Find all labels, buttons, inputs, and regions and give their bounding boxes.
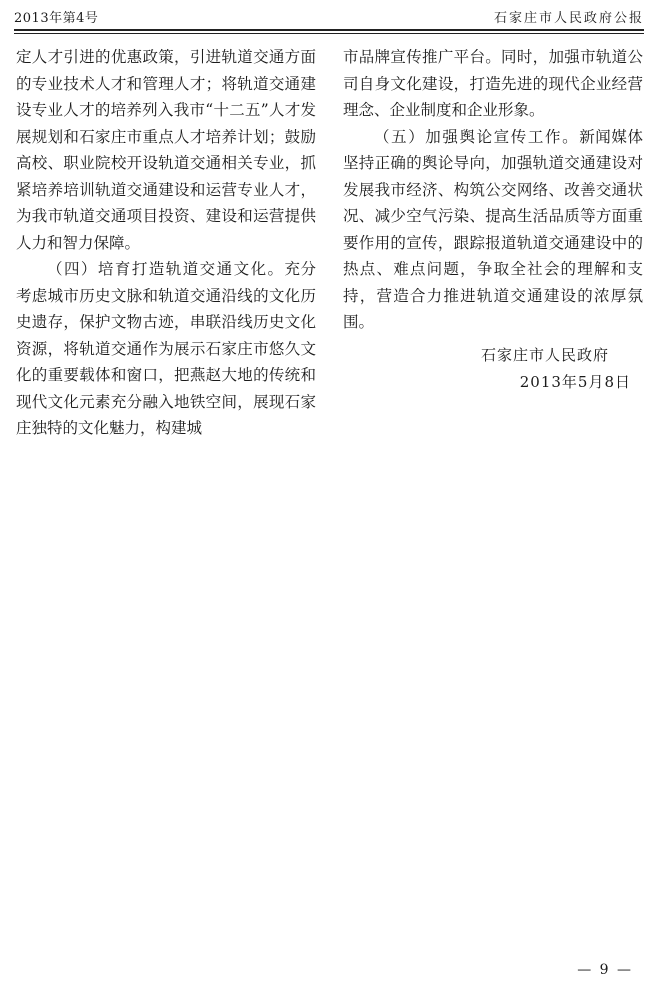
continued-paragraph-right: 市品牌宣传推广平台。同时，加强市轨道公司自身文化建设，打造先进的现代企业经营理念、企业制度和企业形象。 <box>343 48 643 119</box>
section-4-heading: （四）培育打造轨道交通文化。 <box>47 260 285 278</box>
section-5-paragraph <box>343 124 643 336</box>
header-rule-thin <box>14 33 644 34</box>
signature-block <box>343 342 631 396</box>
running-header <box>14 6 644 28</box>
publication-title: 石家庄市人民政府公报 <box>493 11 644 26</box>
issue-label: 2013年第4号 <box>14 11 99 26</box>
signature-date: 2013年5月8日 <box>519 373 631 391</box>
section-5-body: 新闻媒体坚持正确的舆论导向，加强轨道交通建设对发展我市经济、构筑公交网络、改善交通状况、减少空气污染、提高生活品质等方面重要作用的宣传，跟踪报道轨道交通建设中的热点、难点问题，争取全社会的理解和支持，营造合力推进轨道交通建设的浓厚氛围。 <box>343 127 643 331</box>
continued-paragraph: 定人才引进的优惠政策，引进轨道交通方面的专业技术人才和管理人才；将轨道交通建设专业人才的培养列入我市“十二五”人才发展规划和石家庄市重点人才培养计划；鼓励高校、职业院校开设轨道交通相关专业，抓紧培养培训轨道交通建设和运营专业人才，为我市轨道交通项目投资、建设和运营提供人力和智力保障。 <box>16 48 316 252</box>
section-4-body: 充分考虑城市历史文脉和轨道交通沿线的文化历史遗存，保护文物古迹，串联沿线历史文化资源，将轨道交通作为展示石家庄市悠久文化的重要载体和窗口，把燕赵大地的传统和现代文化元素充分融入地铁空间，展现石家庄独特的文化魅力，构建城 <box>16 260 316 437</box>
left-column <box>16 44 316 442</box>
signature-org: 石家庄市人民政府 <box>480 346 609 364</box>
right-column <box>343 44 643 336</box>
section-5-heading: （五）加强舆论宣传工作。 <box>374 127 580 146</box>
header-rule-thick <box>14 29 644 31</box>
section-4-paragraph <box>16 256 316 442</box>
page-number: — 9 — <box>577 962 633 978</box>
